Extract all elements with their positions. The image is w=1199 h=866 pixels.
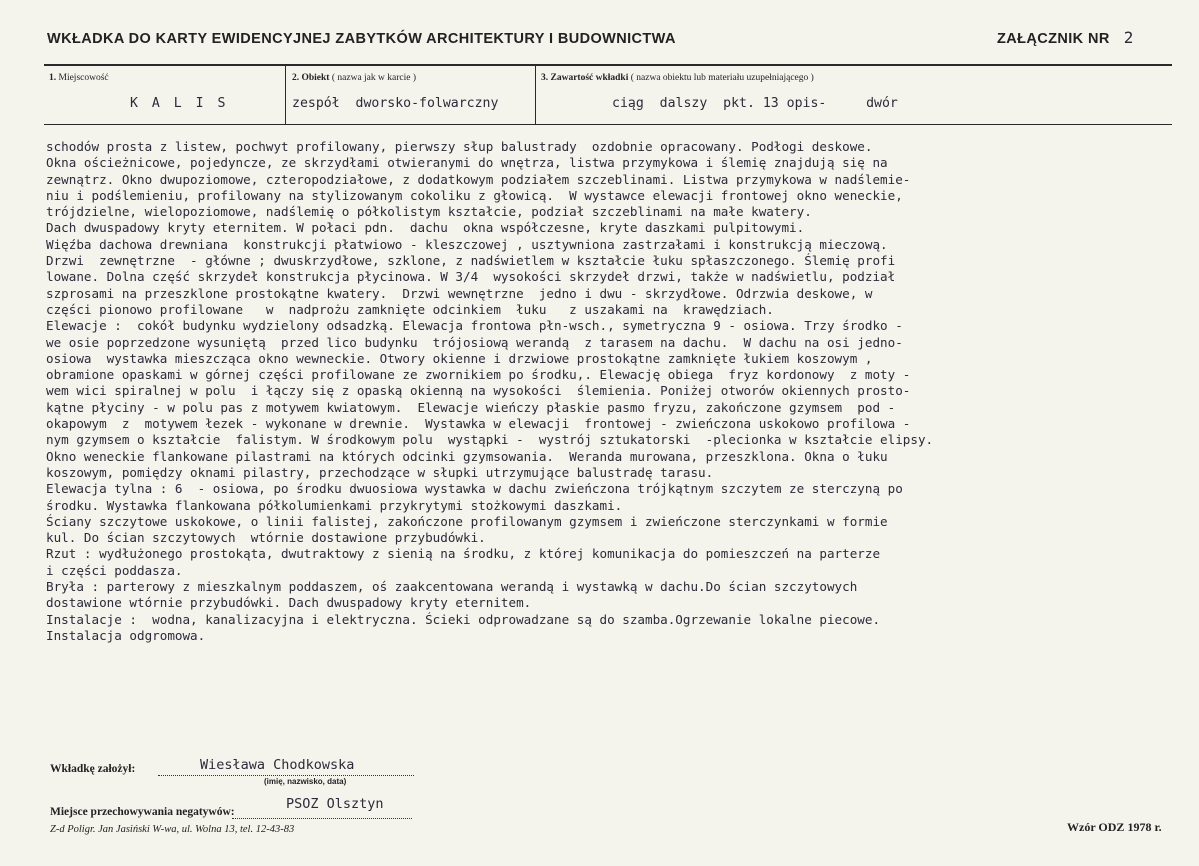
description-line: Więźba dachowa drewniana konstrukcji płatwiowo - kleszczowej , usztywniona zastrzałami i konstrukcją mieczową.	[46, 236, 888, 252]
fields-bottom-rule	[44, 124, 1172, 125]
author-value: Wiesława Chodkowska	[200, 757, 355, 773]
negatives-value: PSOZ Olsztyn	[286, 796, 384, 812]
negatives-label: Miejsce przechowywania negatywów:	[50, 806, 235, 818]
description-line: dostawione wtórnie przybudówki. Dach dwuspadowy kryty eternitem.	[46, 595, 532, 611]
description-line: Ściany szczytowe uskokowe, o linii falistej, zakończone profilowanym gzymsem i zwieńczone sterczynkami w formie	[46, 513, 888, 529]
description-line: nym gzymsem o kształcie falistym. W środkowym polu wystąpki - wystrój sztukatorski -plecionka w kształcie elipsy.	[46, 432, 934, 448]
description-line: Okno weneckie flankowane pilastrami na których odcinki gzymsowania. Weranda murowana, przeszklona. Okna o łuku	[46, 448, 888, 464]
description-line: koszowym, pomiędzy oknami pilastry, przechodzące w słupki utrzymujące balustradę tarasu.	[46, 464, 714, 480]
description-line: części pionowo profilowane w nadprożu zamknięte odcinkiem łuku z uszakami na krawędziach.	[46, 301, 774, 317]
description-line: Instalacja odgromowa.	[46, 627, 206, 643]
description-line: wem wici spiralnej w polu i łączy się z opaską okienną na wysokości ślemienia. Poniżej otworów okiennych prosto-	[46, 383, 911, 399]
description-line: lowane. Dolna część skrzydeł konstrukcja płycinowa. W 3/4 wysokości skrzydeł drzwi, także w nadświetlu, podział	[46, 269, 896, 285]
description-line: okapowym z motywem łezek - wykonane w drewnie. Wystawka w elewacji frontowej - zwieńczona uskokowo profilowa -	[46, 416, 911, 432]
attachment-number-value: 2	[1123, 28, 1134, 47]
description-line: schodów prosta z listew, pochwyt profilowany, pierwszy słup balustrady ozdobnie opracowany. Podłogi deskowe.	[46, 139, 873, 154]
description-line: osiowa wystawka mieszcząca okno wewneckie. Otwory okienne i drzwiowe prostokątne zamknięte łukiem koszowym ,	[46, 350, 873, 366]
description-line: trójdzielne, wielopoziomowe, nadślemię o półkolistym kształcie, podział szczeblinami na małe kwatery.	[46, 204, 812, 220]
description-line: kątne płyciny - w polu pas z motywem kwiatowym. Elewacje wieńczy płaskie pasmo fryzu, zakończone gzymsem pod -	[46, 399, 896, 415]
description-line: Elewacja tylna : 6 - osiowa, po środku dwuosiowa wystawka w dachu zwieńczona trójkątnym szczytem ze sterczyną po	[46, 481, 903, 497]
description-line: zewnątrz. Okno dwupoziomowe, czteropodziałowe, z dodatkowym podziałem szczeblinami. Listwa przymykowa w nadślemie-	[46, 171, 911, 187]
description-line: kul. Do ścian szczytowych wtórnie dostawione przybudówki.	[46, 530, 486, 546]
description-line: Rzut : wydłużonego prostokąta, dwutraktowy z sienią na środku, z której komunikacja do pomieszczeń na parterze	[46, 546, 881, 562]
attachment-number	[997, 28, 1134, 47]
field-divider-1	[285, 64, 286, 124]
locality-value: K A L I S	[130, 96, 229, 111]
attachment-label: ZAŁĄCZNIK NR	[997, 31, 1110, 47]
content-value: ciąg dalszy pkt. 13 opis- dwór	[612, 96, 898, 111]
printer-imprint: Z-d Poligr. Jan Jasiński W-wa, ul. Wolna 13, tel. 12-43-83	[50, 824, 295, 835]
author-caption: (imię, nazwisko, data)	[264, 777, 347, 786]
object-label: 2. Obiekt ( nazwa jak w karcie )	[292, 73, 416, 83]
description-text	[46, 139, 1186, 644]
author-dotted-line	[158, 775, 414, 776]
content-label: 3. Zawartość wkładki ( nazwa obiektu lub materiału uzupełniającego )	[541, 73, 814, 83]
description-line: Elewacje : cokół budynku wydzielony odsadzką. Elewacja frontowa płn-wsch., symetryczna 9 - osiowa. Trzy środko -	[46, 318, 903, 334]
locality-label: 1. Miejscowość	[49, 73, 109, 83]
top-rule	[44, 64, 1172, 66]
object-value: zespół dworsko-folwarczny	[292, 96, 499, 111]
description-line: Bryła : parterowy z mieszkalnym poddaszem, oś zaakcentowana werandą i wystawką w dachu.Do ścian szczytowych	[46, 579, 858, 595]
description-line: we osie poprzedzone wysuniętą przed lico budynku trójosiową werandą z tarasem na dachu. W dachu na osi jedno-	[46, 334, 903, 350]
description-line: Dach dwuspadowy kryty eternitem. W połaci pdn. dachu okna współczesne, kryte daszkami pulpitowymi.	[46, 220, 805, 236]
description-line: szprosami na przeszklone prostokątne kwatery. Drzwi wewnętrzne jedno i dwu - skrzydłowe. Odrzwia deskowe, w	[46, 285, 873, 301]
author-label: Wkładkę założył:	[50, 763, 136, 775]
template-code: Wzór ODZ 1978 r.	[1067, 820, 1162, 834]
description-line: niu i podślemieniu, profilowany na stylizowanym cokoliku z głowicą. W wystawce elewacji frontowej okno weneckie,	[46, 187, 903, 203]
description-line: Drzwi zewnętrzne - główne ; dwuskrzydłowe, szklone, z nadświetlem w kształcie łuku spłaszczonego. Ślemię profi	[46, 253, 896, 269]
description-line: Instalacje : wodna, kanalizacyjna i elektryczna. Ścieki odprowadzane są do szamba.Ogrzewanie lokalne piecowe.	[46, 611, 881, 627]
description-line: Okna ościeżnicowe, pojedyncze, ze skrzydłami otwieranymi do wnętrza, listwa przymykowa i ślemię znajdują się na	[46, 155, 888, 171]
description-line: obramione opaskami w górnej części profilowane ze zwornikiem po środku,. Elewację obiega fryz kordonowy z moty -	[46, 367, 911, 383]
description-line: i części poddasza.	[46, 562, 183, 578]
description-line: środku. Wystawka flankowana półkolumienkami przykrytymi stożkowymi daszkami.	[46, 497, 623, 513]
negatives-dotted-line	[232, 818, 412, 819]
field-divider-2	[535, 64, 536, 124]
card-title: WKŁADKA DO KARTY EWIDENCYJNEJ ZABYTKÓW ARCHITEKTURY I BUDOWNICTWA	[47, 31, 676, 47]
